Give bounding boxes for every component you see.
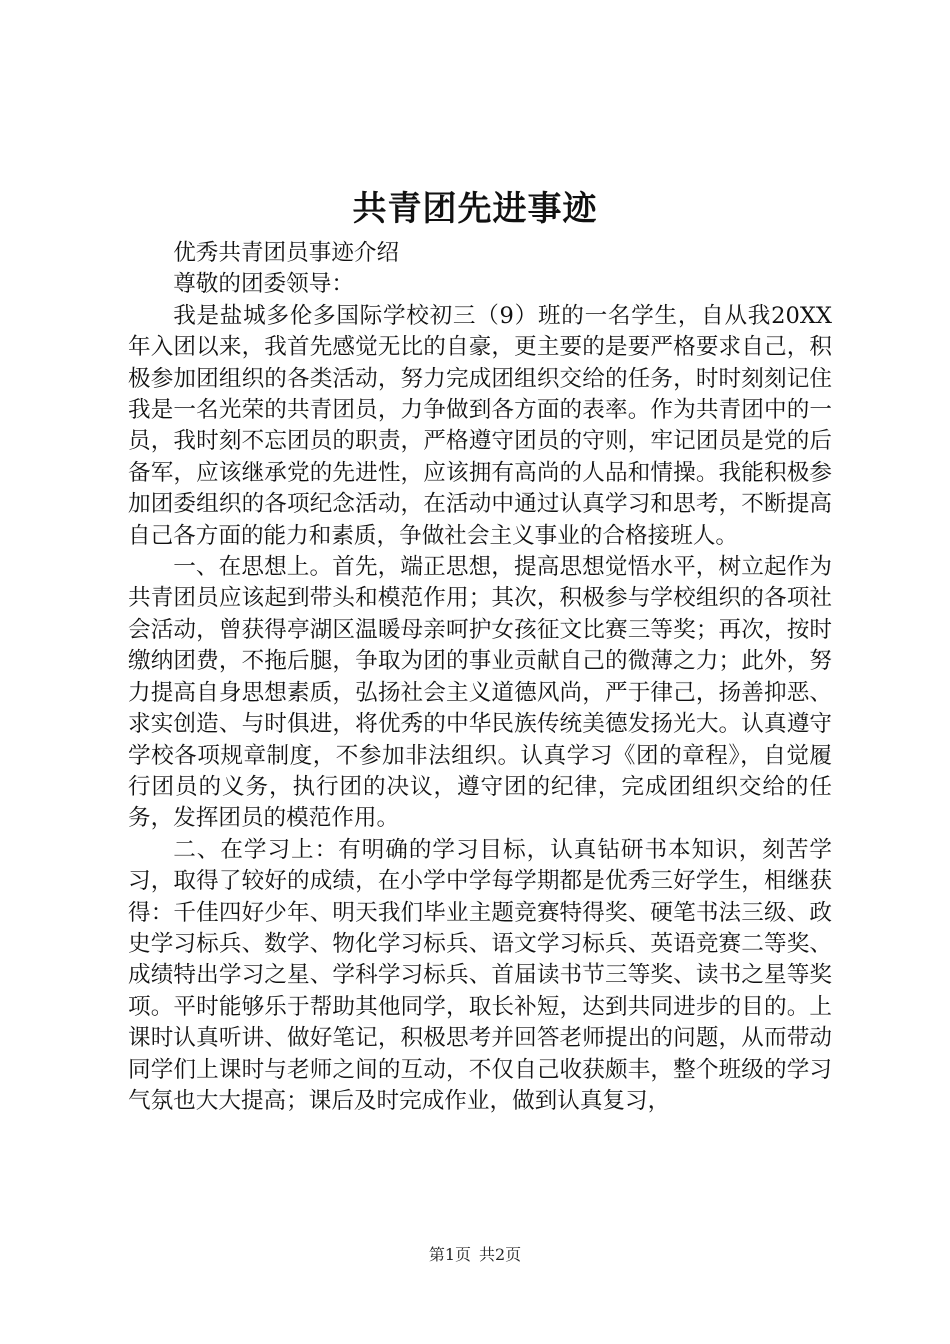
paragraph-study: 二、在学习上：有明确的学习目标，认真钻研书本知识，刻苦学习，取得了较好的成绩，在小学中学每学期都是优秀三好学生，相继获得：千佳四好少年、明天我们毕业主题竞赛特得奖、硬笔书法三级、政史学习标兵、数学、物化学习标兵、语文学习标兵、英语竞赛二等奖、成绩特出学习之星、学科学习标兵、首届读书节三等奖、读书之星等奖项。平时能够乐于帮助其他同学，取长补短，达到共同进步的目的。上课时认真听讲、做好笔记，积极思考并回答老师提出的问题，从而带动同学们上课时与老师之间的互动，不仅自己收获颇丰，整个班级的学习气氛也大大提高；课后及时完成作业，做到认真复习，: [128, 836, 832, 1114]
page-footer: [0, 1244, 950, 1266]
document-body: [128, 238, 832, 1117]
paragraph-salutation: 尊敬的团委领导：: [173, 271, 354, 298]
page-number: 第1页: [428, 1245, 471, 1264]
paragraph-intro: 我是盐城多伦多国际学校初三（9）班的一名学生，自从我20XX年入团以来，我首先感觉无比的自豪，更主要的是要严格要求自己，积极参加团组织的各类活动，努力完成团组织交给的任务，时时刻刻记住我是一名光荣的共青团员，力争做到各方面的表率。作为共青团中的一员，我时刻不忘团员的职责，严格遵守团员的守则，牢记团员是党的后备军，应该继承党的先进性，应该拥有高尚的人品和情操。我能积极参加团委组织的各项纪念活动，在活动中通过认真学习和思考，不断提高自己各方面的能力和素质，争做社会主义事业的合格接班人。: [128, 302, 832, 549]
document-title: 共青团先进事迹: [352, 189, 598, 229]
paragraph-subtitle: 优秀共青团员事迹介绍: [173, 240, 400, 266]
paragraph-thought: 一、在思想上。首先，端正思想，提高思想觉悟水平，树立起作为共青团员应该起到带头和模范作用；其次，积极参与学校组织的各项社会活动，曾获得亭湖区温暖母亲呵护女孩征文比赛三等奖；再次，按时缴纳团费，不拖后腿，争取为团的事业贡献自己的微薄之力；此外，努力提高自身思想素质，弘扬社会主义道德风尚，严于律己，扬善抑恶、求实创造、与时俱进，将优秀的中华民族传统美德发扬光大。认真遵守学校各项规章制度，不参加非法组织。认真学习《团的章程》，自觉履行团员的义务，执行团的决议，遵守团的纪律，完成团组织交给的任务，发挥团员的模范作用。: [128, 554, 832, 832]
page-total: 共2页: [479, 1245, 522, 1264]
